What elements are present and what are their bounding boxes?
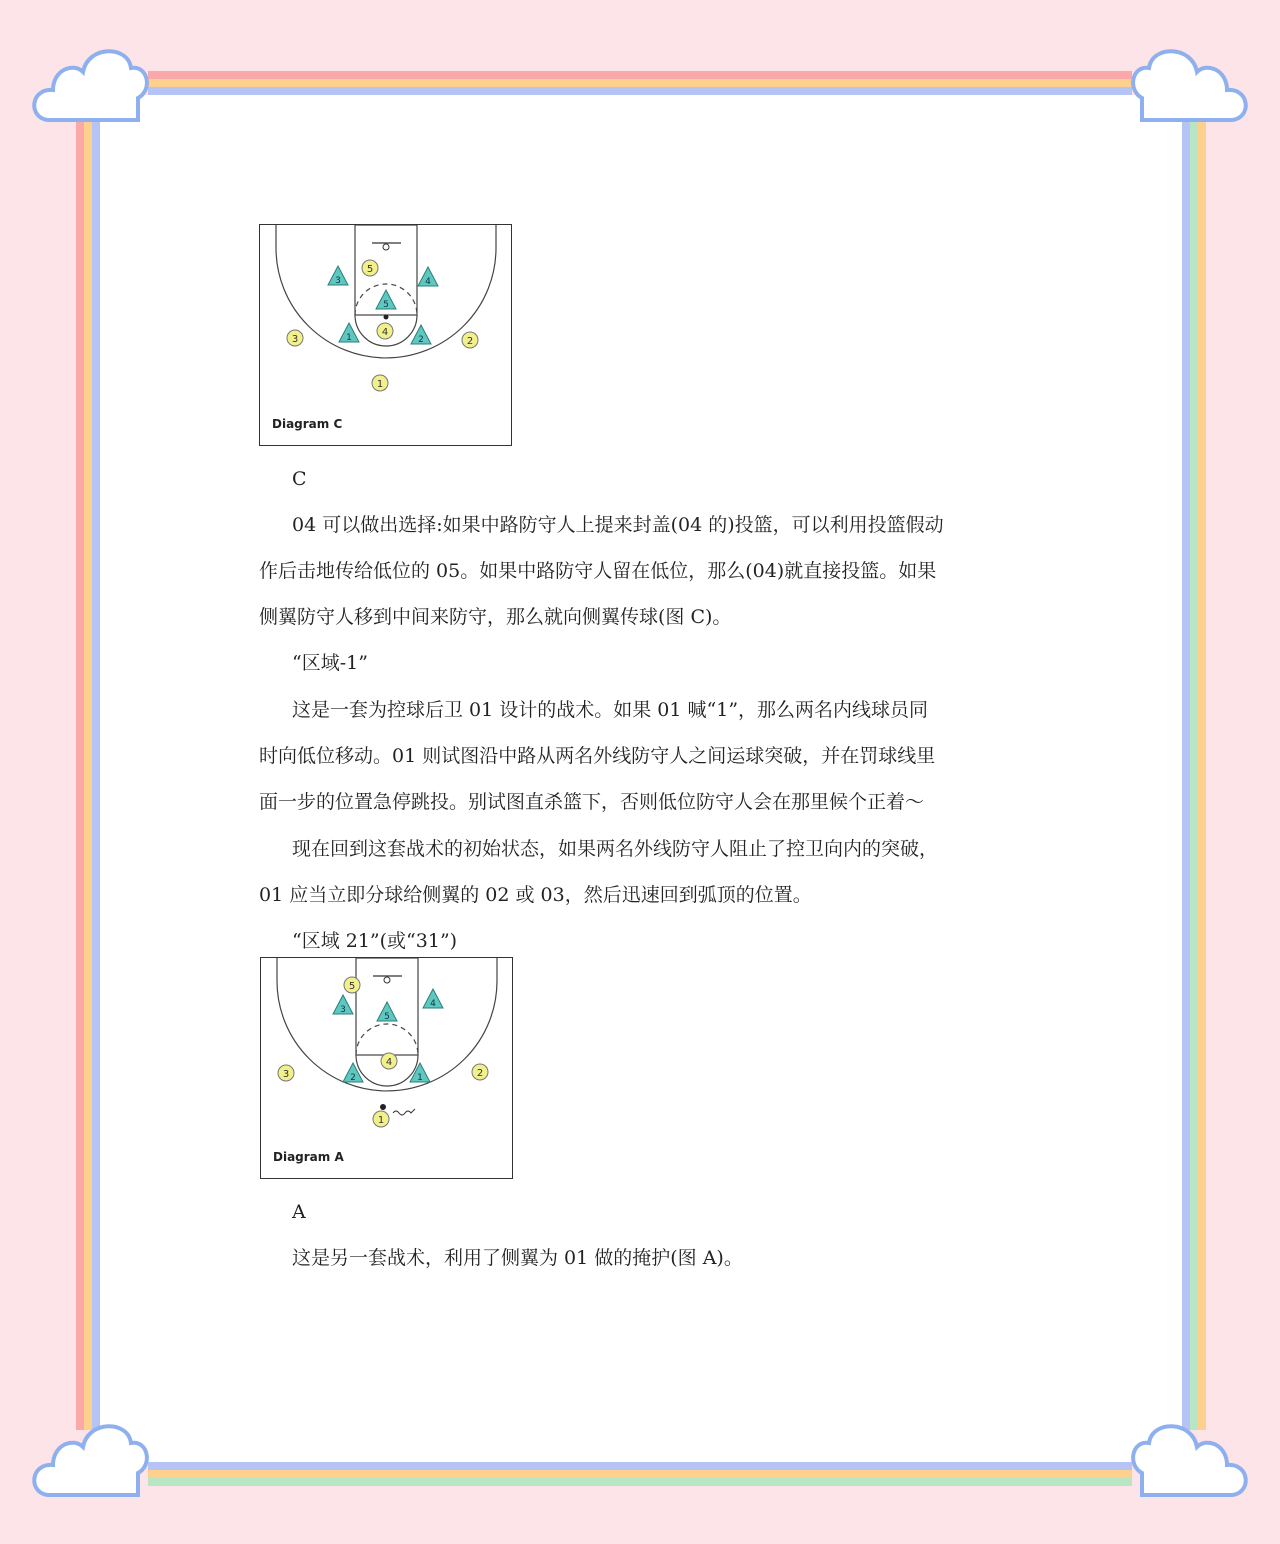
- ball: [380, 1104, 386, 1110]
- paragraph-line: 时向低位移动。01 则试图沿中路从两名外线防守人之间运球突破，并在罚球线里: [259, 745, 936, 767]
- defense-player-number: 3: [340, 1005, 346, 1015]
- diagram-c: [259, 224, 512, 446]
- offense-player-number: 5: [366, 264, 374, 275]
- paragraph-line: 04 可以做出选择:如果中路防守人上提来封盖(04 的)投篮，可以利用投篮假动: [292, 514, 944, 536]
- defense-player-number: 2: [350, 1073, 356, 1083]
- offense-player-number: 3: [291, 334, 299, 345]
- paragraph-line: 现在回到这套战术的初始状态，如果两名外线防守人阻止了控卫向内的突破，: [292, 838, 939, 860]
- paragraph-line: 作后击地传给低位的 05。如果中路防守人留在低位，那么(04)就直接投篮。如果: [259, 560, 937, 582]
- defense-player-number: 4: [430, 999, 436, 1009]
- hoop: [383, 244, 389, 250]
- caption-c: C: [292, 468, 307, 490]
- paragraph-line: 这是另一套战术，利用了侧翼为 01 做的掩护(图 A)。: [292, 1247, 743, 1269]
- offense-player-number: 1: [377, 1115, 385, 1126]
- cloud-icon: [28, 1415, 153, 1505]
- offense-player-number: 4: [381, 327, 389, 338]
- diagram-label: Diagram C: [272, 417, 343, 431]
- hoop: [384, 977, 390, 983]
- defense-player-number: 4: [425, 277, 431, 287]
- caption-a: A: [292, 1201, 306, 1223]
- defense-player-number: 1: [417, 1073, 423, 1083]
- offense-player-number: 2: [476, 1068, 484, 1079]
- defense-player-number: 2: [418, 335, 424, 345]
- section-heading: “区域 21”(或“31”): [292, 930, 458, 952]
- offense-player-number: 5: [348, 981, 356, 992]
- paragraph-line: 侧翼防守人移到中间来防守，那么就向侧翼传球(图 C)。: [259, 606, 732, 628]
- offense-player-number: 1: [376, 379, 384, 390]
- cloud-icon: [1127, 40, 1252, 130]
- paragraph-line: 面一步的位置急停跳投。别试图直杀篮下，否则低位防守人会在那里候个正着～: [259, 791, 925, 813]
- cloud-icon: [28, 40, 153, 130]
- cloud-icon: [1127, 1415, 1252, 1505]
- free-throw-circle-dashed: [356, 1024, 418, 1055]
- diagram-label: Diagram A: [273, 1150, 344, 1164]
- dribble-path: [393, 1109, 415, 1115]
- defense-player-number: 5: [383, 300, 389, 310]
- offense-player-number: 2: [466, 336, 474, 347]
- defense-player-number: 1: [346, 333, 352, 343]
- section-heading: “区域-1”: [292, 652, 368, 674]
- paragraph-line: 这是一套为控球后卫 01 设计的战术。如果 01 喊“1”，那么两名内线球员同: [292, 699, 929, 721]
- paragraph-line: 01 应当立即分球给侧翼的 02 或 03，然后迅速回到弧顶的位置。: [259, 884, 812, 906]
- ball: [384, 315, 389, 320]
- defense-player-number: 5: [384, 1012, 390, 1022]
- defense-player-number: 3: [335, 276, 341, 286]
- diagram-a: [260, 957, 513, 1179]
- offense-player-number: 4: [385, 1057, 393, 1068]
- offense-player-number: 3: [282, 1069, 290, 1080]
